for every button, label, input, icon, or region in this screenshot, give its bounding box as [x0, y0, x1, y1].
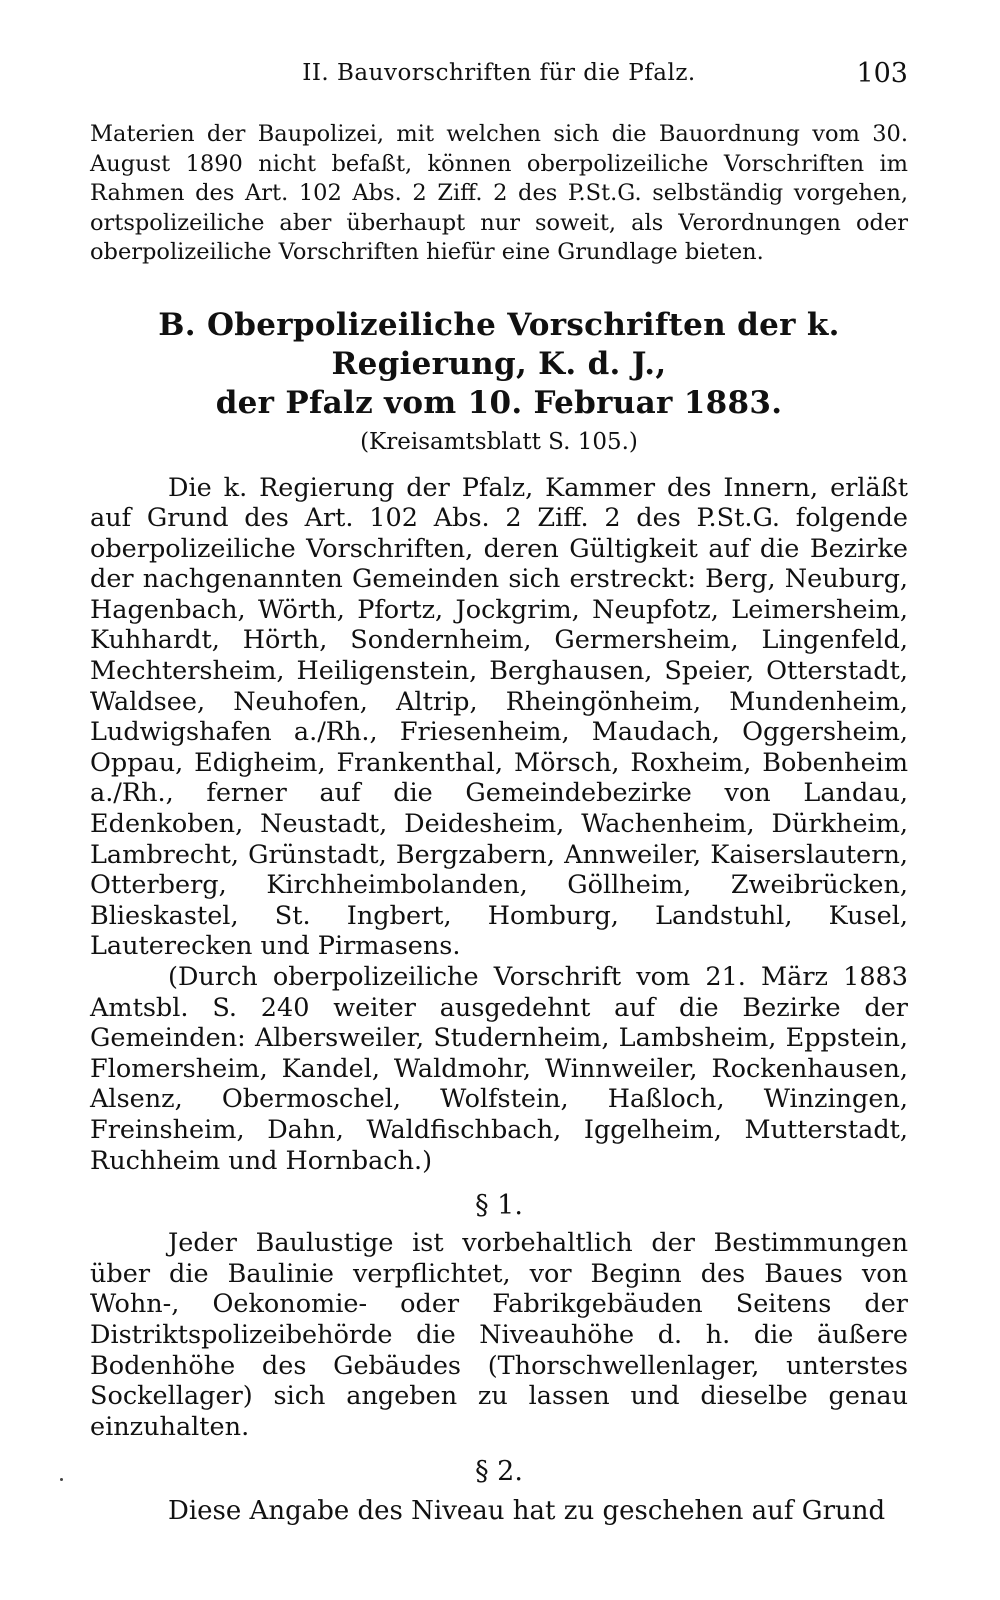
- section-mark-1: § 1.: [475, 1190, 523, 1222]
- extension-note-paragraph: (Durch oberpolizeiliche Vorschrift vom 21. März 1883 Amtsbl. S. 240 weiter ausgedehnt auf die Bezirke der Gemeinden: Albersweiler, Studernheim, Lambsheim, Eppstein, Flomersheim, Kandel, Waldmohr, Winnweiler, Rockenhausen, Alsenz, Obermoschel, Wolfstein, Haßloch, Winzingen, Freinsheim, Dahn, Waldfischbach, Iggelheim, Mutterstadt, Ruchheim und Hornbach.): [90, 962, 908, 1176]
- running-header-title: II. Bauvorschriften für die Pfalz.: [302, 60, 696, 86]
- running-header: [90, 52, 908, 96]
- section-2-text: Diese Angabe des Niveau hat zu geschehen auf Grund: [168, 1496, 886, 1527]
- intro-paragraph: Materien der Baupolizei, mit welchen sich die Bauordnung vom 30. August 1890 nicht befaßt, können oberpolizeiliche Vorschriften im Rahmen des Art. 102 Abs. 2 Ziff. 2 des P.St.G. selbständig vorgehen, ortspolizeiliche aber überhaupt nur soweit, als Verordnungen oder oberpolizeiliche Vorschriften hiefür eine Grundlage bieten.: [90, 121, 908, 265]
- section-heading-line-2: der Pfalz vom 10. Februar 1883.: [215, 384, 783, 421]
- source-citation: (Kreisamtsblatt S. 105.): [360, 428, 638, 455]
- page-content: [90, 52, 908, 1527]
- page-number: 103: [856, 58, 908, 89]
- section-heading: [90, 306, 908, 423]
- paper-speck: [60, 1478, 63, 1481]
- section-heading-line-1: B. Oberpolizeiliche Vorschriften der k. Regierung, K. d. J.,: [158, 306, 840, 382]
- section-1-text: Jeder Baulustige ist vorbehaltlich der Bestimmungen über die Baulinie verpflichtet, vor Beginn des Baues von Wohn-, Oekonomie- oder Fabrikgebäuden Seitens der Distriktspolizeibehörde die Niveauhöhe d. h. die äußere Bodenhöhe des Gebäudes (Thorschwellenlager, unterstes Sockellager) sich angeben zu lassen und dieselbe genau einzuhalten.: [90, 1228, 908, 1442]
- section-mark-2: § 2.: [475, 1456, 523, 1488]
- decree-paragraph: Die k. Regierung der Pfalz, Kammer des Innern, erläßt auf Grund des Art. 102 Abs. 2 Ziff. 2 des P.St.G. folgende oberpolizeiliche Vorschriften, deren Gültigkeit auf die Bezirke der nachgenannten Gemeinden sich erstreckt: Berg, Neuburg, Hagenbach, Wörth, Pfortz, Jockgrim, Neupfotz, Leimersheim, Kuhhardt, Hörth, Sondernheim, Germersheim, Lingenfeld, Mechtersheim, Heiligenstein, Berghausen, Speier, Otterstadt, Waldsee, Neuhofen, Altrip, Rheingönheim, Mundenheim, Ludwigshafen a./Rh., Friesenheim, Maudach, Oggersheim, Oppau, Edigheim, Frankenthal, Mörsch, Roxheim, Bobenheim a./Rh., ferner auf die Gemeindebezirke von Landau, Edenkoben, Neustadt, Deidesheim, Wachenheim, Dürkheim, Lambrecht, Grünstadt, Bergzabern, Annweiler, Kaiserslautern, Otterberg, Kirchheimbolanden, Göllheim, Zweibrücken, Blieskastel, St. Ingbert, Homburg, Landstuhl, Kusel, Lauterecken und Pirmasens.: [90, 472, 908, 962]
